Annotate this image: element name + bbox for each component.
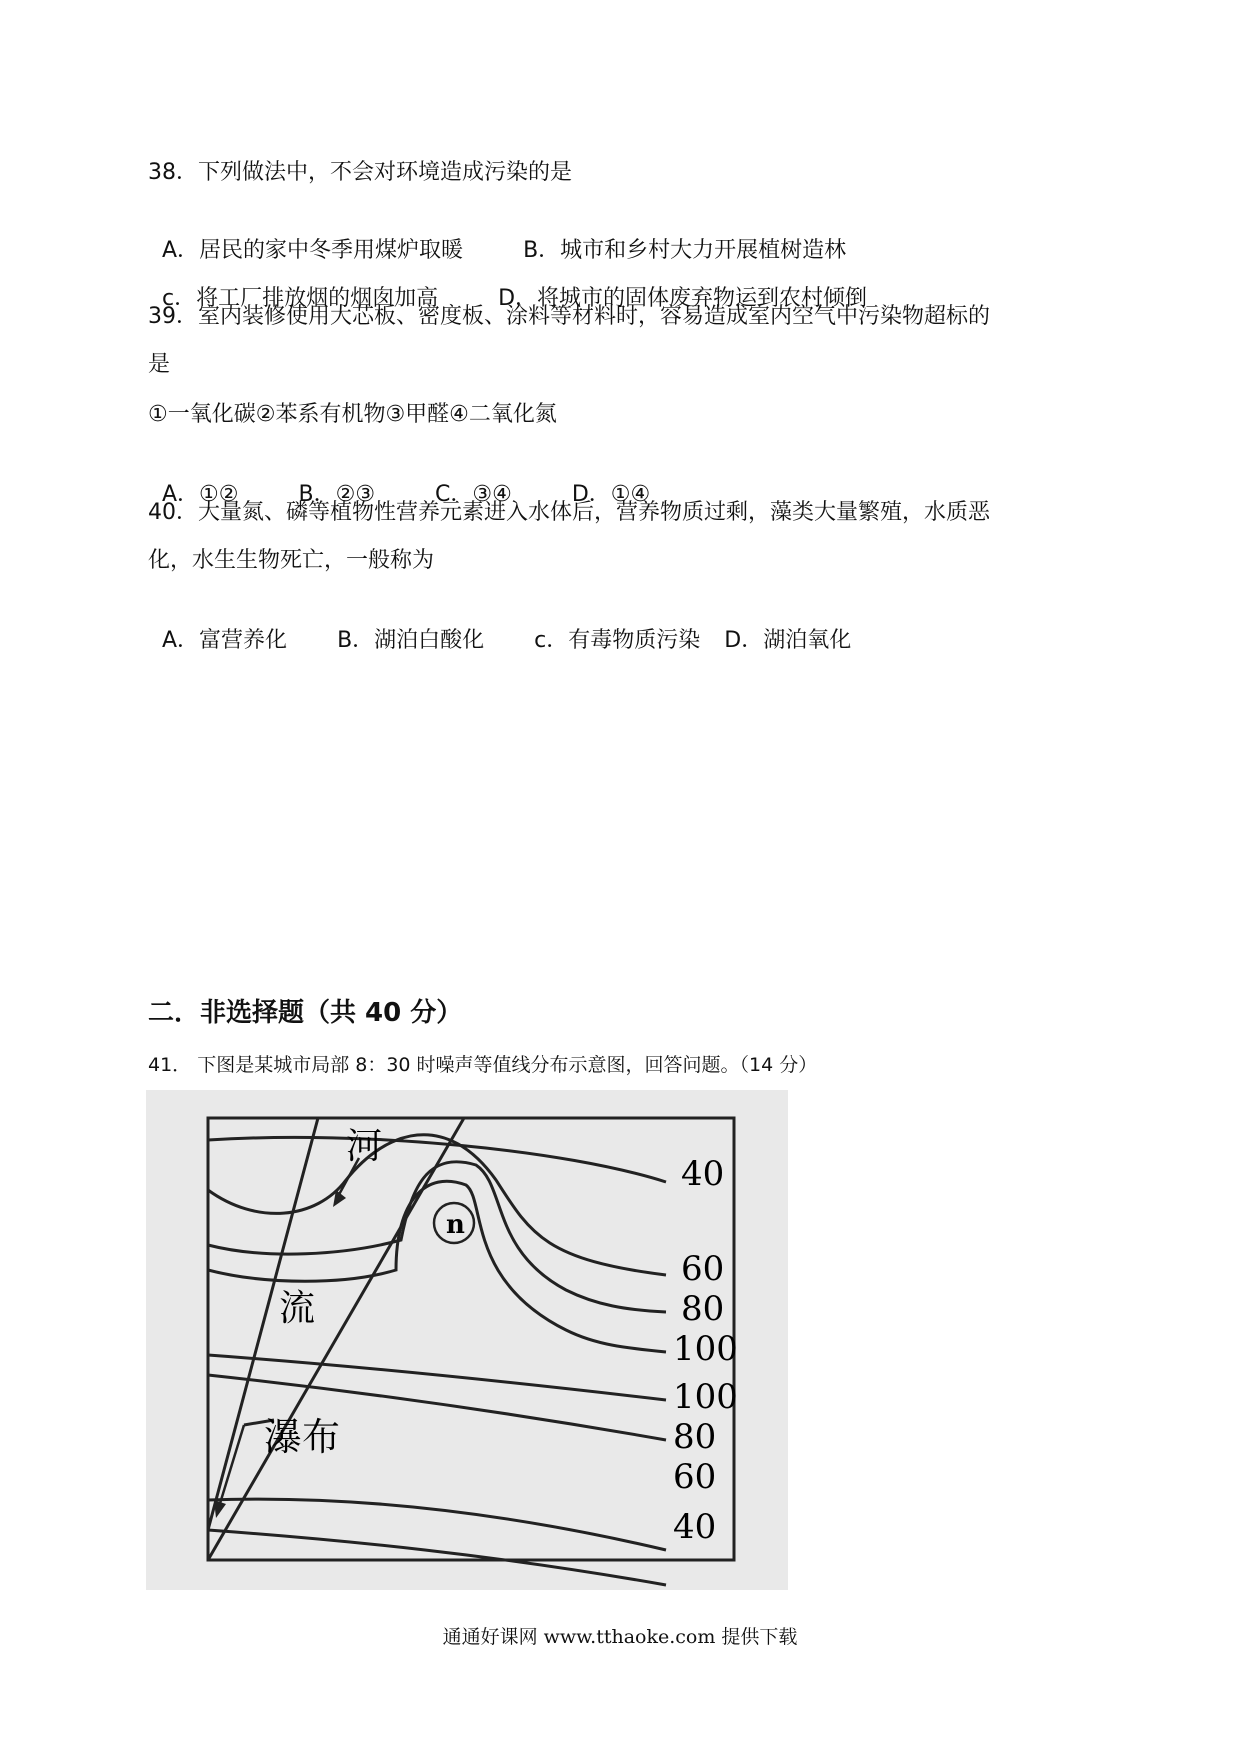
isoline-label-80-bottom: 80 <box>673 1417 717 1457</box>
label-river-mid: 流 <box>279 1288 316 1329</box>
label-point-n: n <box>446 1210 465 1240</box>
q41-stem: 41． 下图是某城市局部 8：30 时噪声等值线分布示意图，回答问题。（14 分） <box>148 1054 818 1076</box>
q40-option-d: D．湖泊氧化 <box>724 628 852 653</box>
q39-option-b: B．②③ <box>298 482 376 507</box>
isoline-label-60-top: 60 <box>681 1249 725 1289</box>
q40-options <box>148 596 851 656</box>
noise-isoline-map <box>146 1090 788 1590</box>
q39-stem-line2: 是 <box>148 352 171 377</box>
q38-option-c: c．将工厂排放烟的烟囱加高 <box>162 286 439 311</box>
label-waterfall: 瀑布 <box>264 1415 341 1459</box>
q38-option-d: D．将城市的固体废弃物运到农村倾倒 <box>498 286 868 311</box>
q39-items: ①一氧化碳②苯系有机物③甲醛④二氧化氮 <box>148 402 557 427</box>
q40-option-b: B．湖泊白酸化 <box>337 628 485 653</box>
q39-option-d: D．①④ <box>571 482 651 507</box>
section-title: 二．非选择题（共 40 分） <box>148 998 463 1028</box>
noise-isoline-diagram <box>146 1090 788 1590</box>
q39-option-a: A．①② <box>162 482 239 507</box>
q38-option-b: B．城市和乡村大力开展植树造林 <box>523 238 847 263</box>
isoline-label-60-bottom: 60 <box>673 1457 717 1497</box>
q39-option-c: C．③④ <box>435 482 512 507</box>
q38-option-a: A．居民的家中冬季用煤炉取暖 <box>162 238 464 263</box>
q39-stem-line1: 39．室内装修使用大芯板、密度板、涂料等材料时，容易造成室内空气中污染物超标的 <box>148 304 990 329</box>
isoline-label-40-bottom: 40 <box>673 1507 717 1547</box>
isoline-label-100-top: 100 <box>673 1329 738 1369</box>
isoline-label-100-bottom: 100 <box>673 1377 738 1417</box>
isoline-label-40-top: 40 <box>681 1154 725 1194</box>
q40-stem-line2: 化，水生生物死亡，一般称为 <box>148 548 435 573</box>
q40-stem-line1: 40．大量氮、磷等植物性营养元素进入水体后，营养物质过剩，藻类大量繁殖，水质恶 <box>148 500 990 525</box>
label-river-top: 河 <box>346 1126 383 1167</box>
isoline-label-80-top: 80 <box>681 1289 725 1329</box>
q40-option-c: c．有毒物质污染 <box>534 628 701 653</box>
footer-text: 通通好课网 www.tthaoke.com 提供下载 <box>442 1626 798 1648</box>
q38-stem: 38．下列做法中，不会对环境造成污染的是 <box>148 160 572 185</box>
q40-option-a: A．富营养化 <box>162 628 288 653</box>
